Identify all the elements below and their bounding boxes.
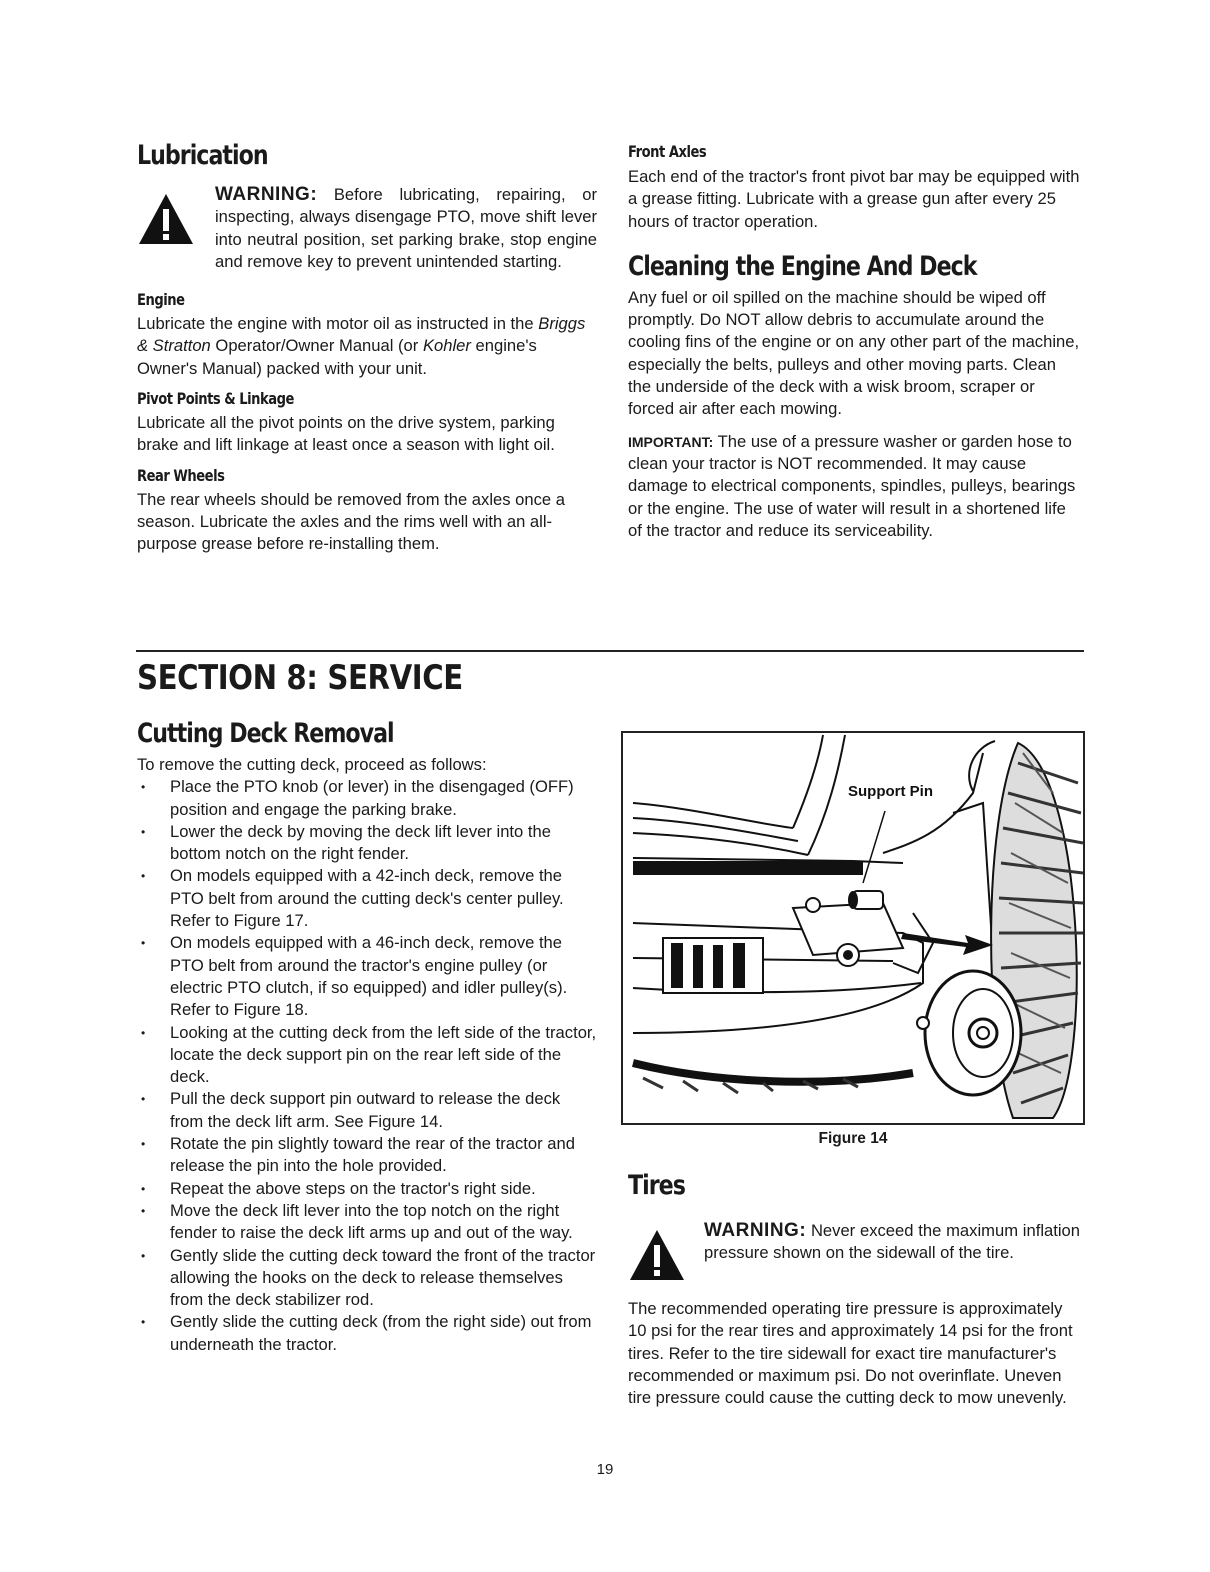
warning-label: WARNING: (704, 1220, 807, 1241)
list-item: • Place the PTO knob (or lever) in the disengaged (OFF) position and engage the parking brake. (137, 776, 597, 821)
important-body: The use of a pressure washer or garden hose to clean your tractor is NOT recommended. It may cause damage to electrical components, spindles, pulleys, bearings or the engine. The use of water will result in a shortened life of the tractor and reduce its serviceability. (628, 431, 1076, 540)
list-item: • Lower the deck by moving the deck lift lever into the bottom notch on the right fender. (137, 821, 597, 866)
cleaning-text: Any fuel or oil spilled on the machine should be wiped off promptly. Do NOT allow debris to accumulate around the cooling fins of the engine or on any other part of the machine, especially the belts, pulleys and other moving parts. Clean the underside of the deck with a wisk broom, scraper or forced air after each mowing. (628, 287, 1080, 419)
important-text (628, 431, 1080, 542)
warning-label: WARNING: (215, 184, 318, 205)
tires-text: The recommended operating tire pressure is approximately 10 psi for the rear tires and approximately 14 psi for the front tires. Refer to the tire sidewall for exact tire manufacturer's recommended or maximum psi. Do not overinflate. Uneven tire pressure could cause the cutting deck to mow unevenly. (628, 1299, 1073, 1408)
lubrication-warning-text (215, 184, 597, 273)
support-pin-callout: Support Pin (848, 783, 933, 800)
lubrication-heading: Lubrication (137, 140, 268, 171)
tires-warning-text (704, 1220, 1080, 1265)
figure-caption: Figure 14 (818, 1130, 888, 1147)
rear-wheels-heading: Rear Wheels (137, 465, 225, 485)
front-axles-heading: Front Axles (628, 142, 707, 161)
pivot-text: Lubricate all the pivot points on the drive system, parking brake and lift linkage at least once a season with light oil. (137, 413, 555, 455)
list-item: • Pull the deck support pin outward to release the deck from the deck lift arm. See Figure 14. (137, 1088, 597, 1133)
list-item: • Move the deck lift lever into the top notch on the right fender to raise the deck lift arms up and out of the way. (137, 1200, 597, 1245)
list-item: • On models equipped with a 42-inch deck, remove the PTO belt from around the cutting deck's center pulley. Refer to Figure 17. (137, 865, 597, 932)
engine-heading: Engine (137, 290, 185, 310)
warning-icon (628, 1228, 686, 1284)
list-item: • On models equipped with a 46-inch deck, remove the PTO belt from around the tractor's engine pulley (or electric PTO clutch, if so equipped) and idler pulley(s). Refer to Figure 18. (137, 932, 597, 1021)
kohler: Kohler (422, 336, 471, 356)
deck-support-pin-illustration (623, 733, 1083, 1123)
engine-text (137, 313, 597, 380)
page-number: 19 (596, 1461, 614, 1478)
engine-text-2: Operator/Owner Manual (or (215, 336, 419, 356)
briggs-stratton: Briggs & Stratton (137, 314, 586, 356)
pulley-icon (663, 938, 763, 993)
deck-removal-steps (137, 776, 597, 1356)
engine-text-3: engine's Owner's Manual) packed with your unit. (137, 336, 537, 378)
deck-removal-intro: To remove the cutting deck, proceed as follows: (137, 755, 487, 774)
cleaning-heading: Cleaning the Engine And Deck (628, 250, 977, 282)
service-section (137, 658, 597, 1356)
list-item: • Rotate the pin slightly toward the rear of the tractor and release the pin into the hole provided. (137, 1133, 597, 1178)
right-column-top (628, 141, 1080, 542)
tires-section (628, 1170, 1080, 1409)
warning-body: Before lubricating, repairing, or inspecting, always disengage PTO, move shift lever into neutral position, set parking brake, stop engine and remove key to prevent unintended starting. (215, 185, 597, 271)
list-item: • Looking at the cutting deck from the left side of the tractor, locate the deck support pin on the rear left side of the deck. (137, 1022, 597, 1089)
list-item: • Repeat the above steps on the tractor's right side. (137, 1178, 597, 1200)
tires-warning (628, 1220, 1080, 1284)
important-label: IMPORTANT: (628, 433, 714, 450)
list-item: • Gently slide the cutting deck toward the front of the tractor allowing the hooks on the deck to release themselves from the deck stabilizer rod. (137, 1245, 597, 1312)
front-axles-text: Each end of the tractor's front pivot bar may be equipped with a grease fitting. Lubricate with a grease gun after every 25 hours of tractor operation. (628, 167, 1080, 231)
figure-14 (621, 731, 1085, 1125)
engine-text-1: Lubricate the engine with motor oil as instructed in the (137, 314, 534, 334)
lubrication-section (137, 140, 597, 556)
deck-removal-heading: Cutting Deck Removal (137, 718, 394, 749)
warning-icon (137, 192, 195, 248)
warning-body: Never exceed the maximum inflation pressure shown on the sidewall of the tire. (704, 1221, 1080, 1263)
support-pin-icon (848, 891, 883, 909)
section-divider (136, 650, 1084, 652)
rear-wheels-text: The rear wheels should be removed from the axles once a season. Lubricate the axles and the rims well with an all-purpose grease before re-installing them. (137, 489, 565, 554)
lubrication-warning (137, 184, 597, 273)
list-item: • Gently slide the cutting deck (from the right side) out from underneath the tractor. (137, 1311, 597, 1356)
tires-heading: Tires (628, 1170, 685, 1201)
front-wheel-icon (925, 971, 1021, 1095)
pivot-heading: Pivot Points & Linkage (137, 389, 294, 409)
section-title: SECTION 8: SERVICE (137, 658, 463, 698)
